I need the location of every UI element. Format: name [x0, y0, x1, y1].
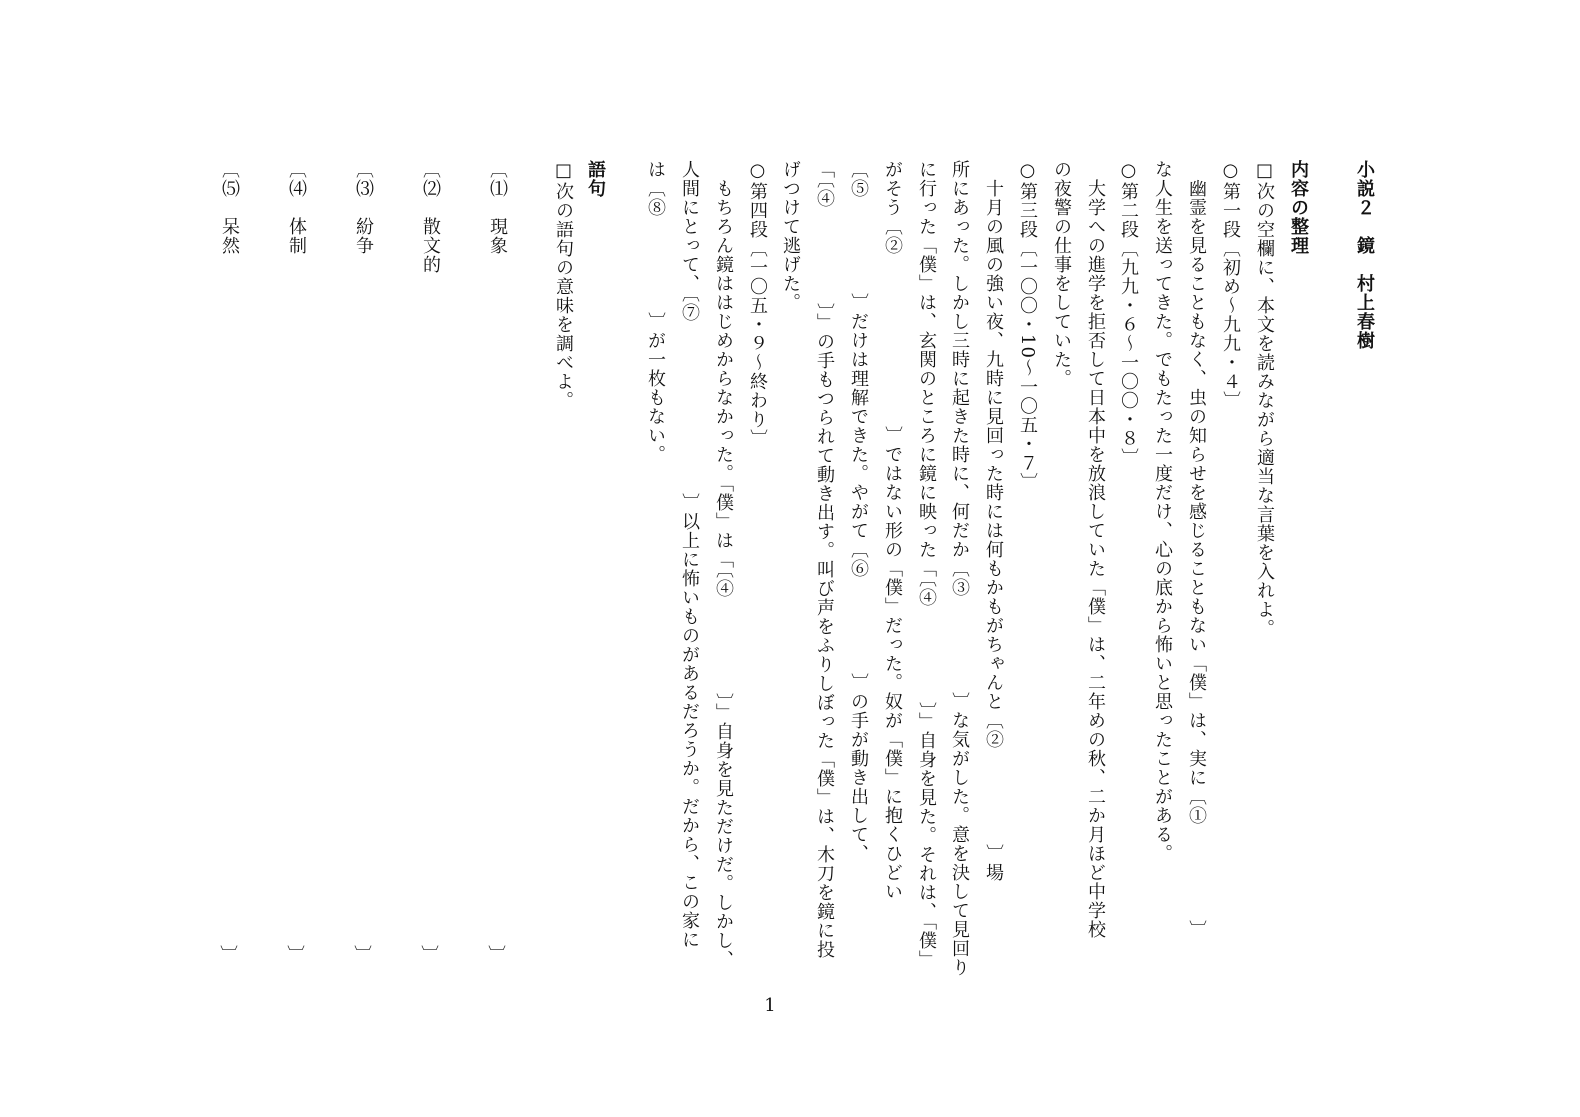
vocab-term: ⑷ 体制 — [286, 179, 307, 255]
vocab-item — [485, 160, 509, 963]
content-line: 大学への進学を拒否して日本中を放浪していた「僕」は、二年めの秋、二か月ほど中学校 — [1085, 160, 1106, 939]
content-line: ○第三段〔一〇〇・10〜一〇五・７〕 — [1017, 160, 1038, 492]
content-line: に行った「僕」は、玄関のところに鏡に映った「〔④ 〕」自身を見た。それは、「僕」 — [916, 160, 937, 969]
vocab-term: ⑵ 散文的 — [420, 179, 441, 274]
vocab-term: ⑶ 紛争 — [353, 179, 374, 255]
close-bracket: ︺ — [418, 945, 439, 963]
page-number: 1 — [764, 995, 776, 1016]
close-bracket: ︺ — [284, 945, 305, 963]
content-line: がそう〔② 〕ではない形の「僕」だった。奴が「僕」に抱くひどい — [882, 160, 903, 901]
content-line: 所にあった。しかし三時に起きた時に、何だか〔③ 〕な気がした。意を決して見回り — [949, 160, 970, 977]
page-title: 小説２ 鏡 村上春樹 — [1354, 160, 1375, 350]
vocab-heading: 語句 — [585, 160, 606, 198]
open-bracket: ︹ — [420, 160, 441, 179]
content-line: げつけて逃げた。 — [780, 160, 801, 312]
open-bracket: ︹ — [286, 160, 307, 179]
content-line: ○第一段〔初め〜九九・４〕 — [1220, 160, 1241, 410]
content-line: ○第二段〔九九・６〜一〇〇・８〕 — [1118, 160, 1139, 467]
open-bracket: ︹ — [353, 160, 374, 179]
open-bracket: ︹ — [487, 160, 508, 179]
content-line: 〔⑤ 〕だけは理解できた。やがて〔⑥ 〕の手が動き出して、 — [848, 160, 869, 863]
content-line: もちろん鏡ははじめからなかった。「僕」は「〔④ 〕」自身を見ただけだ。しかし、 — [713, 160, 734, 969]
vocab-item — [217, 160, 241, 963]
content-line: 十月の風の強い夜、九時に見回った時には何もかもがちゃんと〔② 〕場 — [983, 160, 1004, 882]
content-line: 「〔④ 〕」の手もつられて動き出す。叫び声をふりしぼった「僕」は、木刀を鏡に投 — [814, 160, 835, 959]
section-heading: 内容の整理 — [1288, 160, 1309, 255]
content-line: の夜警の仕事をしていた。 — [1051, 160, 1072, 388]
vocab-item — [351, 160, 375, 963]
vocab-term: ⑴ 現象 — [487, 179, 508, 255]
content-line: ○第四段〔一〇五・９〜終わり〕 — [747, 160, 768, 448]
content-line: 幽霊を見ることもなく、虫の知らせを感じることもない「僕」は、実に〔① 〕 — [1186, 160, 1207, 939]
vocab-item — [284, 160, 308, 963]
content-line: 人間にとって、〔⑦ 〕以上に怖いものがあるだろうか。だから、この家に — [679, 160, 700, 949]
vocab-item — [418, 160, 442, 963]
content-line: な人生を送ってきた。でもたった一度だけ、心の底から怖いと思ったことがある。 — [1152, 160, 1173, 863]
vocab-term: ⑸ 呆然 — [219, 179, 240, 255]
close-bracket: ︺ — [485, 945, 506, 963]
close-bracket: ︺ — [217, 945, 238, 963]
instruction-text: □次の空欄に、本文を読みながら適当な言葉を入れよ。 — [1254, 160, 1275, 638]
content-line: は〔⑧ 〕が一枚もない。 — [645, 160, 666, 464]
vocab-instruction: □次の語句の意味を調べよ。 — [553, 160, 574, 410]
close-bracket: ︺ — [351, 945, 372, 963]
open-bracket: ︹ — [219, 160, 240, 179]
